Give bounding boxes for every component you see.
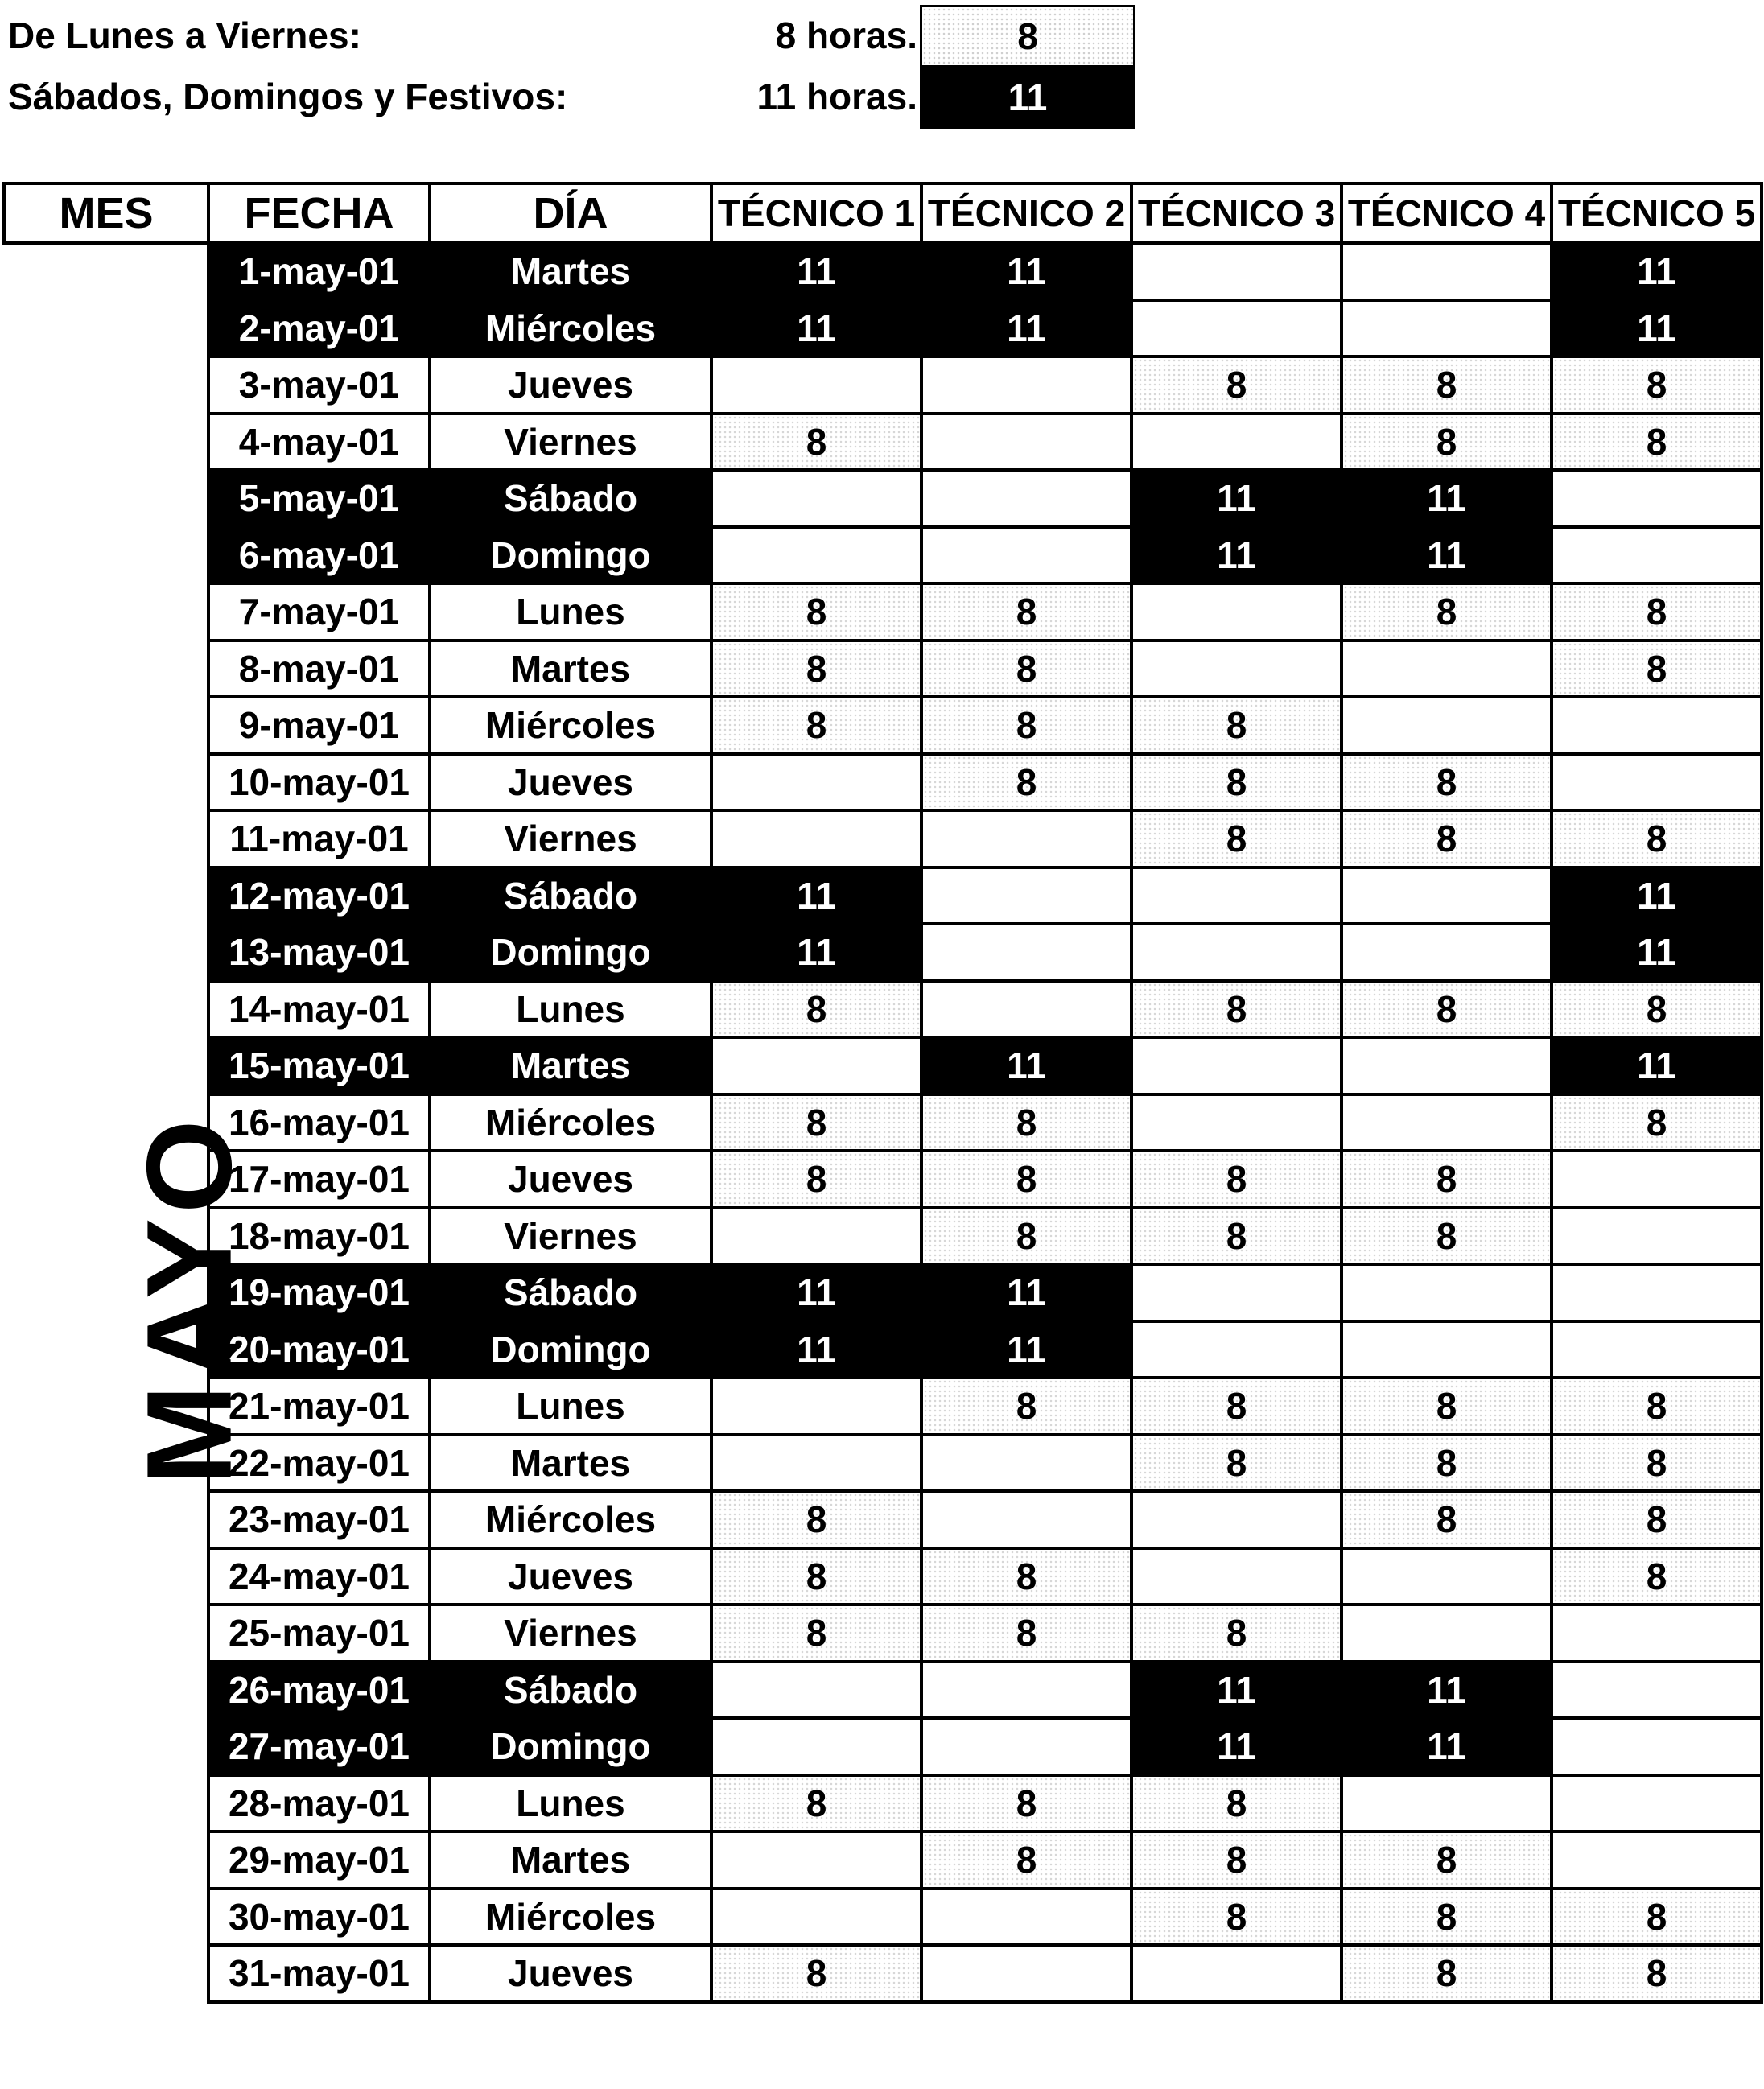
tecnico-3-hours-cell [1131, 243, 1342, 300]
tecnico-5-hours-cell: 11 [1552, 300, 1762, 357]
tecnico-4-hours-cell: 11 [1342, 470, 1552, 527]
table-row [4, 1094, 1762, 1152]
date-cell: 2-may-01 [208, 300, 430, 357]
tecnico-5-hours-cell [1552, 1321, 1762, 1378]
tecnico-2-hours-cell [921, 1718, 1131, 1775]
tecnico-2-hours-cell: 8 [921, 1548, 1131, 1605]
day-cell: Viernes [430, 414, 711, 471]
tecnico-1-hours-cell: 8 [711, 414, 921, 471]
date-cell: 28-may-01 [208, 1775, 430, 1832]
tecnico-1-hours-cell: 8 [711, 1605, 921, 1662]
tecnico-3-hours-cell: 8 [1131, 697, 1342, 754]
tecnico-4-hours-cell [1342, 1548, 1552, 1605]
legend-weekend-label: Sábados, Domingos y Festivos: [8, 76, 568, 117]
tecnico-2-hours-cell: 8 [921, 754, 1131, 811]
table-row [4, 867, 1762, 925]
table-row [4, 583, 1762, 641]
tecnico-1-hours-cell [711, 810, 921, 867]
tecnico-2-hours-cell [921, 414, 1131, 471]
tecnico-3-hours-cell: 8 [1131, 981, 1342, 1038]
table-row [4, 243, 1762, 300]
month-cell [4, 243, 257, 2002]
table-row [4, 641, 1762, 698]
date-cell: 13-may-01 [208, 924, 430, 981]
tecnico-2-hours-cell: 11 [921, 1037, 1131, 1094]
tecnico-4-hours-cell: 8 [1342, 356, 1552, 414]
tecnico-1-hours-cell: 11 [711, 1321, 921, 1378]
tecnico-4-hours-cell: 8 [1342, 1378, 1552, 1435]
tecnico-1-hours-cell [711, 356, 921, 414]
date-cell: 3-may-01 [208, 356, 430, 414]
tecnico-4-hours-cell: 11 [1342, 1662, 1552, 1719]
tecnico-3-hours-cell [1131, 1321, 1342, 1378]
date-cell: 5-may-01 [208, 470, 430, 527]
legend-weekday-label: De Lunes a Viernes: [8, 14, 361, 56]
tecnico-1-hours-cell [711, 1889, 921, 1946]
tecnico-5-hours-cell [1552, 1718, 1762, 1775]
day-cell: Jueves [430, 1151, 711, 1208]
tecnico-4-hours-cell [1342, 697, 1552, 754]
tecnico-1-hours-cell [711, 1662, 921, 1719]
tecnico-1-hours-cell: 8 [711, 583, 921, 641]
tecnico-2-hours-cell: 8 [921, 697, 1131, 754]
tecnico-4-hours-cell: 8 [1342, 1945, 1552, 2002]
tecnico-4-hours-cell [1342, 1037, 1552, 1094]
tecnico-1-hours-cell: 8 [711, 1094, 921, 1152]
tecnico-3-hours-cell [1131, 1037, 1342, 1094]
day-cell: Domingo [430, 527, 711, 584]
tecnico-4-hours-cell: 8 [1342, 1151, 1552, 1208]
date-cell: 21-may-01 [208, 1378, 430, 1435]
date-cell: 6-may-01 [208, 527, 430, 584]
date-cell: 25-may-01 [208, 1605, 430, 1662]
tecnico-4-hours-cell: 8 [1342, 583, 1552, 641]
tecnico-1-hours-cell: 8 [711, 1945, 921, 2002]
tecnico-4-hours-cell [1342, 1775, 1552, 1832]
day-cell: Martes [430, 1037, 711, 1094]
tecnico-2-hours-cell: 8 [921, 1208, 1131, 1265]
header-tecnico-1: TÉCNICO 1 [711, 183, 921, 243]
date-cell: 11-may-01 [208, 810, 430, 867]
tecnico-2-hours-cell [921, 356, 1131, 414]
tecnico-2-hours-cell: 8 [921, 1775, 1131, 1832]
tecnico-1-hours-cell [711, 1831, 921, 1889]
table-row [4, 1037, 1762, 1094]
tecnico-1-hours-cell: 8 [711, 697, 921, 754]
table-row [4, 527, 1762, 584]
tecnico-3-hours-cell: 8 [1131, 754, 1342, 811]
tecnico-4-hours-cell: 8 [1342, 981, 1552, 1038]
table-row [4, 1775, 1762, 1832]
tecnico-4-hours-cell [1342, 300, 1552, 357]
tecnico-1-hours-cell: 8 [711, 1151, 921, 1208]
tecnico-2-hours-cell: 8 [921, 583, 1131, 641]
day-cell: Lunes [430, 1775, 711, 1832]
tecnico-3-hours-cell: 8 [1131, 1605, 1342, 1662]
table-row [4, 414, 1762, 471]
date-cell: 30-may-01 [208, 1889, 430, 1946]
tecnico-5-hours-cell [1552, 1662, 1762, 1719]
tecnico-2-hours-cell [921, 867, 1131, 925]
legend-weekday-hours: 8 horas. [775, 14, 917, 56]
tecnico-3-hours-cell [1131, 1491, 1342, 1548]
tecnico-3-hours-cell: 11 [1131, 470, 1342, 527]
date-cell: 23-may-01 [208, 1491, 430, 1548]
tecnico-2-hours-cell [921, 1662, 1131, 1719]
tecnico-4-hours-cell [1342, 924, 1552, 981]
day-cell: Jueves [430, 356, 711, 414]
tecnico-4-hours-cell [1342, 1321, 1552, 1378]
date-cell: 19-may-01 [208, 1264, 430, 1321]
table-row [4, 1151, 1762, 1208]
date-cell: 10-may-01 [208, 754, 430, 811]
tecnico-5-hours-cell [1552, 1208, 1762, 1265]
tecnico-2-hours-cell [921, 1945, 1131, 2002]
tecnico-2-hours-cell: 11 [921, 300, 1131, 357]
tecnico-5-hours-cell: 8 [1552, 641, 1762, 698]
tecnico-2-hours-cell: 11 [921, 1321, 1131, 1378]
tecnico-3-hours-cell: 8 [1131, 1831, 1342, 1889]
day-cell: Miércoles [430, 1491, 711, 1548]
tecnico-5-hours-cell [1552, 754, 1762, 811]
day-cell: Martes [430, 1831, 711, 1889]
tecnico-1-hours-cell: 8 [711, 641, 921, 698]
day-cell: Jueves [430, 1548, 711, 1605]
table-row [4, 754, 1762, 811]
tecnico-4-hours-cell [1342, 1264, 1552, 1321]
tecnico-3-hours-cell: 8 [1131, 1378, 1342, 1435]
tecnico-1-hours-cell [711, 1378, 921, 1435]
tecnico-2-hours-cell [921, 527, 1131, 584]
tecnico-4-hours-cell [1342, 1094, 1552, 1152]
table-row [4, 1605, 1762, 1662]
tecnico-1-hours-cell [711, 470, 921, 527]
tecnico-2-hours-cell: 11 [921, 243, 1131, 300]
tecnico-3-hours-cell [1131, 1548, 1342, 1605]
tecnico-1-hours-cell [711, 1037, 921, 1094]
tecnico-5-hours-cell: 8 [1552, 1378, 1762, 1435]
day-cell: Lunes [430, 981, 711, 1038]
date-cell: 12-may-01 [208, 867, 430, 925]
table-row [4, 1945, 1762, 2002]
tecnico-5-hours-cell: 8 [1552, 1435, 1762, 1492]
tecnico-5-hours-cell: 8 [1552, 1491, 1762, 1548]
table-row [4, 924, 1762, 981]
tecnico-5-hours-cell: 11 [1552, 924, 1762, 981]
tecnico-5-hours-cell: 11 [1552, 1037, 1762, 1094]
tecnico-4-hours-cell: 8 [1342, 1889, 1552, 1946]
tecnico-4-hours-cell: 11 [1342, 1718, 1552, 1775]
tecnico-3-hours-cell [1131, 924, 1342, 981]
tecnico-5-hours-cell [1552, 1775, 1762, 1832]
tecnico-3-hours-cell: 8 [1131, 1151, 1342, 1208]
tecnico-4-hours-cell: 8 [1342, 754, 1552, 811]
header-mes: MES [4, 183, 208, 243]
tecnico-3-hours-cell: 8 [1131, 1775, 1342, 1832]
tecnico-3-hours-cell: 11 [1131, 527, 1342, 584]
tecnico-2-hours-cell: 8 [921, 1094, 1131, 1152]
table-row [4, 1718, 1762, 1775]
tecnico-3-hours-cell [1131, 1264, 1342, 1321]
table-row [4, 1378, 1762, 1435]
tecnico-5-hours-cell [1552, 527, 1762, 584]
table-row [4, 981, 1762, 1038]
tecnico-3-hours-cell [1131, 867, 1342, 925]
tecnico-2-hours-cell: 8 [921, 1605, 1131, 1662]
date-cell: 27-may-01 [208, 1718, 430, 1775]
day-cell: Miércoles [430, 1889, 711, 1946]
tecnico-5-hours-cell [1552, 1605, 1762, 1662]
header-fecha: FECHA [208, 183, 430, 243]
day-cell: Sábado [430, 867, 711, 925]
tecnico-3-hours-cell [1131, 641, 1342, 698]
tecnico-2-hours-cell [921, 1889, 1131, 1946]
day-cell: Sábado [430, 1264, 711, 1321]
tecnico-5-hours-cell [1552, 697, 1762, 754]
tecnico-4-hours-cell: 8 [1342, 810, 1552, 867]
tecnico-3-hours-cell: 8 [1131, 356, 1342, 414]
date-cell: 15-may-01 [208, 1037, 430, 1094]
table-row [4, 470, 1762, 527]
tecnico-2-hours-cell [921, 810, 1131, 867]
tecnico-3-hours-cell: 11 [1131, 1718, 1342, 1775]
table-row [4, 697, 1762, 754]
tecnico-5-hours-cell: 8 [1552, 810, 1762, 867]
table-row [4, 356, 1762, 414]
table-row [4, 1548, 1762, 1605]
table-row [4, 1208, 1762, 1265]
tecnico-1-hours-cell: 8 [711, 1491, 921, 1548]
day-cell: Miércoles [430, 697, 711, 754]
day-cell: Martes [430, 243, 711, 300]
date-cell: 8-may-01 [208, 641, 430, 698]
tecnico-5-hours-cell: 8 [1552, 583, 1762, 641]
tecnico-4-hours-cell: 8 [1342, 1435, 1552, 1492]
tecnico-1-hours-cell [711, 527, 921, 584]
date-cell: 9-may-01 [208, 697, 430, 754]
header-dia: DÍA [430, 183, 711, 243]
tecnico-1-hours-cell: 8 [711, 981, 921, 1038]
day-cell: Martes [430, 641, 711, 698]
tecnico-5-hours-cell [1552, 470, 1762, 527]
day-cell: Sábado [430, 470, 711, 527]
tecnico-1-hours-cell: 8 [711, 1775, 921, 1832]
tecnico-4-hours-cell [1342, 641, 1552, 698]
date-cell: 18-may-01 [208, 1208, 430, 1265]
date-cell: 31-may-01 [208, 1945, 430, 2002]
day-cell: Domingo [430, 1718, 711, 1775]
tecnico-1-hours-cell: 11 [711, 300, 921, 357]
tecnico-2-hours-cell: 8 [921, 1831, 1131, 1889]
date-cell: 29-may-01 [208, 1831, 430, 1889]
tecnico-1-hours-cell [711, 1208, 921, 1265]
day-cell: Miércoles [430, 1094, 711, 1152]
table-row [4, 1491, 1762, 1548]
tecnico-2-hours-cell: 11 [921, 1264, 1131, 1321]
tecnico-4-hours-cell: 8 [1342, 1491, 1552, 1548]
day-cell: Lunes [430, 1378, 711, 1435]
date-cell: 7-may-01 [208, 583, 430, 641]
tecnico-5-hours-cell: 8 [1552, 414, 1762, 471]
tecnico-3-hours-cell [1131, 583, 1342, 641]
tecnico-1-hours-cell [711, 1435, 921, 1492]
day-cell: Viernes [430, 1605, 711, 1662]
day-cell: Miércoles [430, 300, 711, 357]
legend-weekend-swatch: 11 [920, 66, 1135, 129]
tecnico-4-hours-cell: 11 [1342, 527, 1552, 584]
tecnico-5-hours-cell: 8 [1552, 1945, 1762, 2002]
hours-legend [0, 0, 1135, 129]
tecnico-3-hours-cell [1131, 1094, 1342, 1152]
tecnico-4-hours-cell: 8 [1342, 1831, 1552, 1889]
legend-row-weekend [0, 66, 1135, 127]
tecnico-3-hours-cell [1131, 300, 1342, 357]
table-row [4, 1264, 1762, 1321]
tecnico-2-hours-cell: 8 [921, 1378, 1131, 1435]
month-label: MAYO [121, 1115, 257, 1485]
day-cell: Viernes [430, 1208, 711, 1265]
tecnico-4-hours-cell: 8 [1342, 1208, 1552, 1265]
day-cell: Domingo [430, 924, 711, 981]
date-cell: 20-may-01 [208, 1321, 430, 1378]
date-cell: 1-may-01 [208, 243, 430, 300]
tecnico-5-hours-cell [1552, 1264, 1762, 1321]
tecnico-1-hours-cell: 11 [711, 1264, 921, 1321]
tecnico-3-hours-cell: 11 [1131, 1662, 1342, 1719]
tecnico-3-hours-cell [1131, 1945, 1342, 2002]
date-cell: 16-may-01 [208, 1094, 430, 1152]
tecnico-2-hours-cell [921, 981, 1131, 1038]
tecnico-1-hours-cell: 11 [711, 243, 921, 300]
tecnico-4-hours-cell [1342, 1605, 1552, 1662]
tecnico-2-hours-cell [921, 1491, 1131, 1548]
legend-weekend-hours: 11 horas. [756, 76, 917, 117]
tecnico-3-hours-cell [1131, 414, 1342, 471]
day-cell: Lunes [430, 583, 711, 641]
table-row [4, 300, 1762, 357]
legend-row-weekday [0, 5, 1135, 66]
date-cell: 26-may-01 [208, 1662, 430, 1719]
tecnico-2-hours-cell [921, 470, 1131, 527]
day-cell: Martes [430, 1435, 711, 1492]
schedule-body [4, 243, 1762, 2002]
tecnico-2-hours-cell [921, 1435, 1131, 1492]
day-cell: Jueves [430, 1945, 711, 2002]
table-row [4, 1435, 1762, 1492]
header-tecnico-5: TÉCNICO 5 [1552, 183, 1762, 243]
tecnico-1-hours-cell [711, 1718, 921, 1775]
tecnico-5-hours-cell: 8 [1552, 981, 1762, 1038]
tecnico-2-hours-cell: 8 [921, 641, 1131, 698]
tecnico-5-hours-cell: 8 [1552, 1094, 1762, 1152]
tecnico-3-hours-cell: 8 [1131, 1208, 1342, 1265]
legend-weekday-swatch: 8 [920, 5, 1135, 68]
tecnico-5-hours-cell: 8 [1552, 356, 1762, 414]
schedule-table [2, 182, 1763, 2004]
day-cell: Domingo [430, 1321, 711, 1378]
header-tecnico-2: TÉCNICO 2 [921, 183, 1131, 243]
tecnico-2-hours-cell [921, 924, 1131, 981]
tecnico-1-hours-cell: 8 [711, 1548, 921, 1605]
tecnico-4-hours-cell: 8 [1342, 414, 1552, 471]
table-row [4, 810, 1762, 867]
tecnico-3-hours-cell: 8 [1131, 1435, 1342, 1492]
day-cell: Viernes [430, 810, 711, 867]
tecnico-4-hours-cell [1342, 867, 1552, 925]
tecnico-1-hours-cell: 11 [711, 924, 921, 981]
date-cell: 22-may-01 [208, 1435, 430, 1492]
tecnico-5-hours-cell: 8 [1552, 1889, 1762, 1946]
tecnico-1-hours-cell [711, 754, 921, 811]
tecnico-3-hours-cell: 8 [1131, 1889, 1342, 1946]
tecnico-5-hours-cell [1552, 1151, 1762, 1208]
header-tecnico-3: TÉCNICO 3 [1131, 183, 1342, 243]
date-cell: 14-may-01 [208, 981, 430, 1038]
tecnico-1-hours-cell: 11 [711, 867, 921, 925]
tecnico-4-hours-cell [1342, 243, 1552, 300]
header-tecnico-4: TÉCNICO 4 [1342, 183, 1552, 243]
table-row [4, 1321, 1762, 1378]
date-cell: 24-may-01 [208, 1548, 430, 1605]
tecnico-5-hours-cell: 11 [1552, 243, 1762, 300]
date-cell: 4-may-01 [208, 414, 430, 471]
header-row [4, 183, 1762, 243]
table-row [4, 1889, 1762, 1946]
tecnico-5-hours-cell: 8 [1552, 1548, 1762, 1605]
day-cell: Jueves [430, 754, 711, 811]
day-cell: Sábado [430, 1662, 711, 1719]
table-row [4, 1831, 1762, 1889]
table-row [4, 1662, 1762, 1719]
tecnico-5-hours-cell [1552, 1831, 1762, 1889]
tecnico-2-hours-cell: 8 [921, 1151, 1131, 1208]
date-cell: 17-may-01 [208, 1151, 430, 1208]
tecnico-3-hours-cell: 8 [1131, 810, 1342, 867]
tecnico-5-hours-cell: 11 [1552, 867, 1762, 925]
